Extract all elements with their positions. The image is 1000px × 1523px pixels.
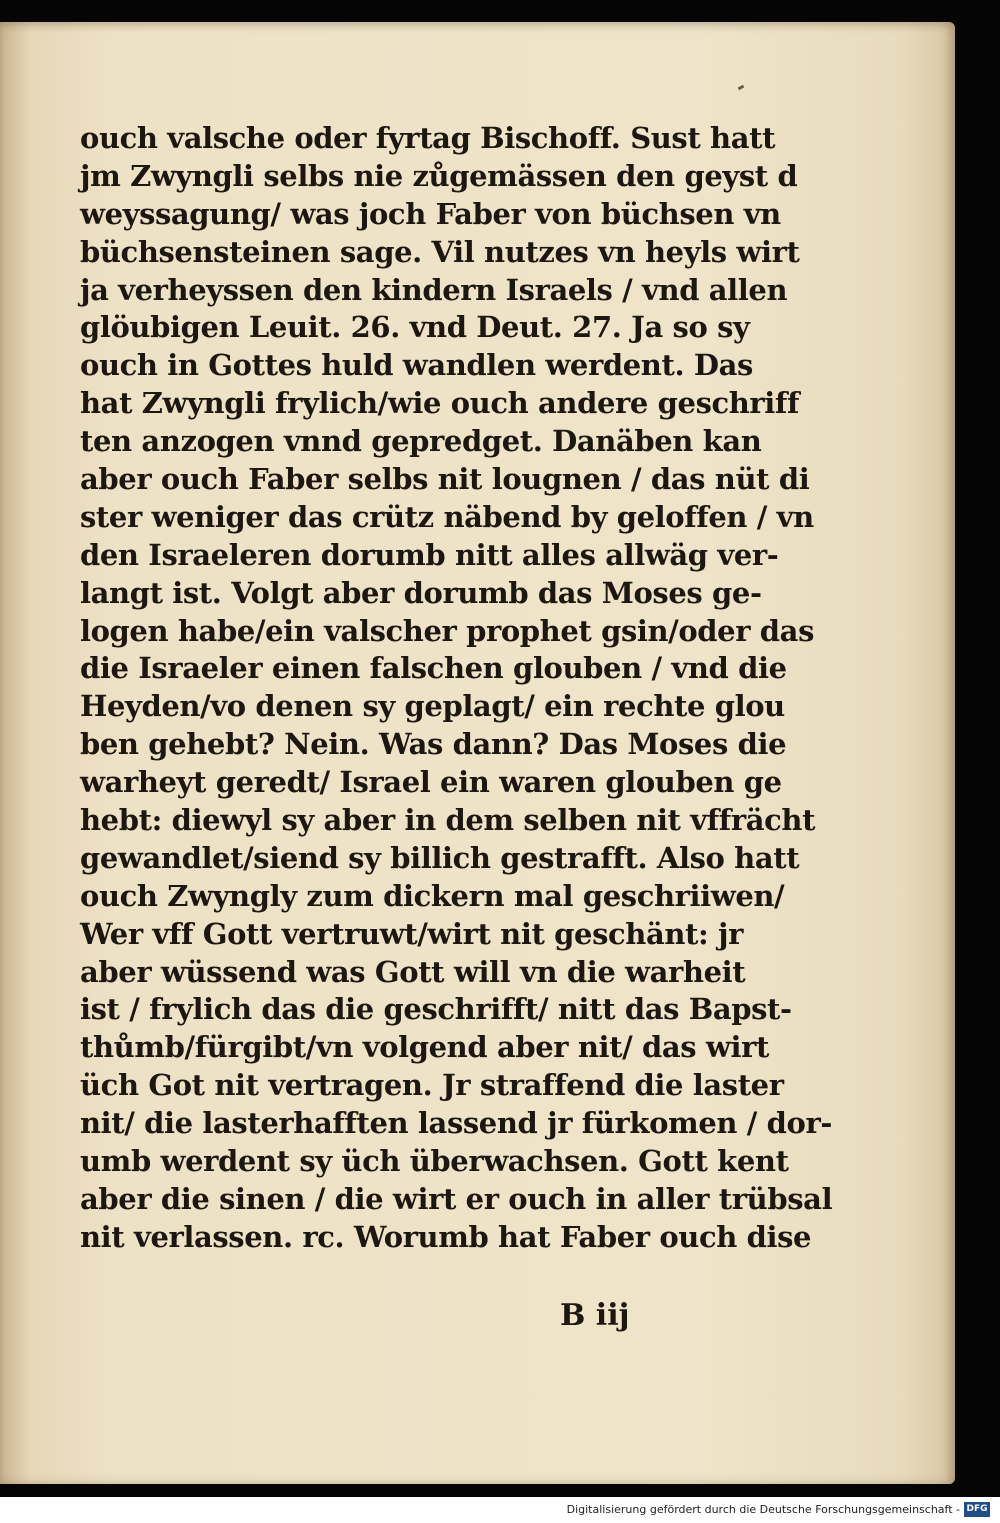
dfg-logo: DFG bbox=[964, 1502, 990, 1517]
text-line: büchsensteinen sage. Vil nutzes vn heyls wirt bbox=[80, 234, 800, 269]
text-line: hebt: diewyl sy aber in dem selben nit vffrächt bbox=[80, 803, 816, 838]
text-line: ben gehebt? Nein. Was dann? Das Moses die bbox=[80, 727, 787, 762]
text-line: Wer vff Gott vertruwt/wirt nit geschänt: jr bbox=[80, 916, 743, 951]
text-line: nit/ die lasterhafften lassend jr fürkomen / dor- bbox=[80, 1106, 832, 1141]
text-line: ouch Zwyngly zum dickern mal geschriiwen/ bbox=[80, 878, 785, 913]
text-line: üch Got nit vertragen. Jr straffend die laster bbox=[80, 1068, 784, 1103]
text-line: umb werdent sy üch überwachsen. Gott kent bbox=[80, 1144, 789, 1179]
text-line: nit verlassen. rc. Worumb hat Faber ouch dise bbox=[80, 1219, 812, 1254]
text-line: aber wüssend was Gott will vn die warheit bbox=[80, 954, 746, 989]
text-line: aber die sinen / die wirt er ouch in aller trübsal bbox=[80, 1181, 833, 1216]
book-page bbox=[0, 22, 955, 1484]
text-line: weyssagung/ was joch Faber von büchsen vn bbox=[80, 196, 781, 231]
text-line: jm Zwyngli selbs nie zůgemässen den geyst d bbox=[80, 158, 798, 193]
text-line: thůmb/fürgibt/vn volgend aber nit/ das wirt bbox=[80, 1030, 769, 1065]
text-line: den Israeleren dorumb nitt alles allwäg ver- bbox=[80, 537, 779, 572]
text-line: logen habe/ein valscher prophet gsin/oder das bbox=[80, 613, 815, 648]
text-line: hat Zwyngli frylich/wie ouch andere geschriff bbox=[80, 386, 800, 421]
page-text bbox=[80, 120, 833, 1257]
text-line: ster weniger das crütz näbend by geloffen / vn bbox=[80, 499, 814, 534]
text-line: ist / frylich das die geschrifft/ nitt das Bapst- bbox=[80, 992, 792, 1027]
text-line: aber ouch Faber selbs nit lougnen / das nüt di bbox=[80, 462, 810, 497]
text-line: ja verheyssen den kindern Israels / vnd allen bbox=[80, 272, 788, 307]
footer-bar bbox=[0, 1497, 1000, 1523]
text-line: ten anzogen vnnd gepredget. Danäben kan bbox=[80, 424, 762, 459]
text-line: glöubigen Leuit. 26. vnd Deut. 27. Ja so sy bbox=[80, 310, 750, 345]
text-line: gewandlet/siend sy billich gestrafft. Also hatt bbox=[80, 840, 800, 875]
signature-mark: B iij bbox=[560, 1298, 630, 1333]
text-line: ouch in Gottes huld wandlen werdent. Das bbox=[80, 348, 753, 383]
text-line: Heyden/vo denen sy geplagt/ ein rechte glou bbox=[80, 689, 785, 724]
text-line: warheyt geredt/ Israel ein waren glouben ge bbox=[80, 765, 782, 800]
text-line: ouch valsche oder fyrtag Bischoff. Sust hatt bbox=[80, 121, 776, 155]
text-line: langt ist. Volgt aber dorumb das Moses ge- bbox=[80, 575, 762, 610]
ink-mark bbox=[738, 85, 745, 91]
funding-credit: Digitalisierung gefördert durch die Deutsche Forschungsgemeinschaft - bbox=[566, 1503, 960, 1516]
text-line: die Israeler einen falschen glouben / vnd die bbox=[80, 651, 787, 686]
